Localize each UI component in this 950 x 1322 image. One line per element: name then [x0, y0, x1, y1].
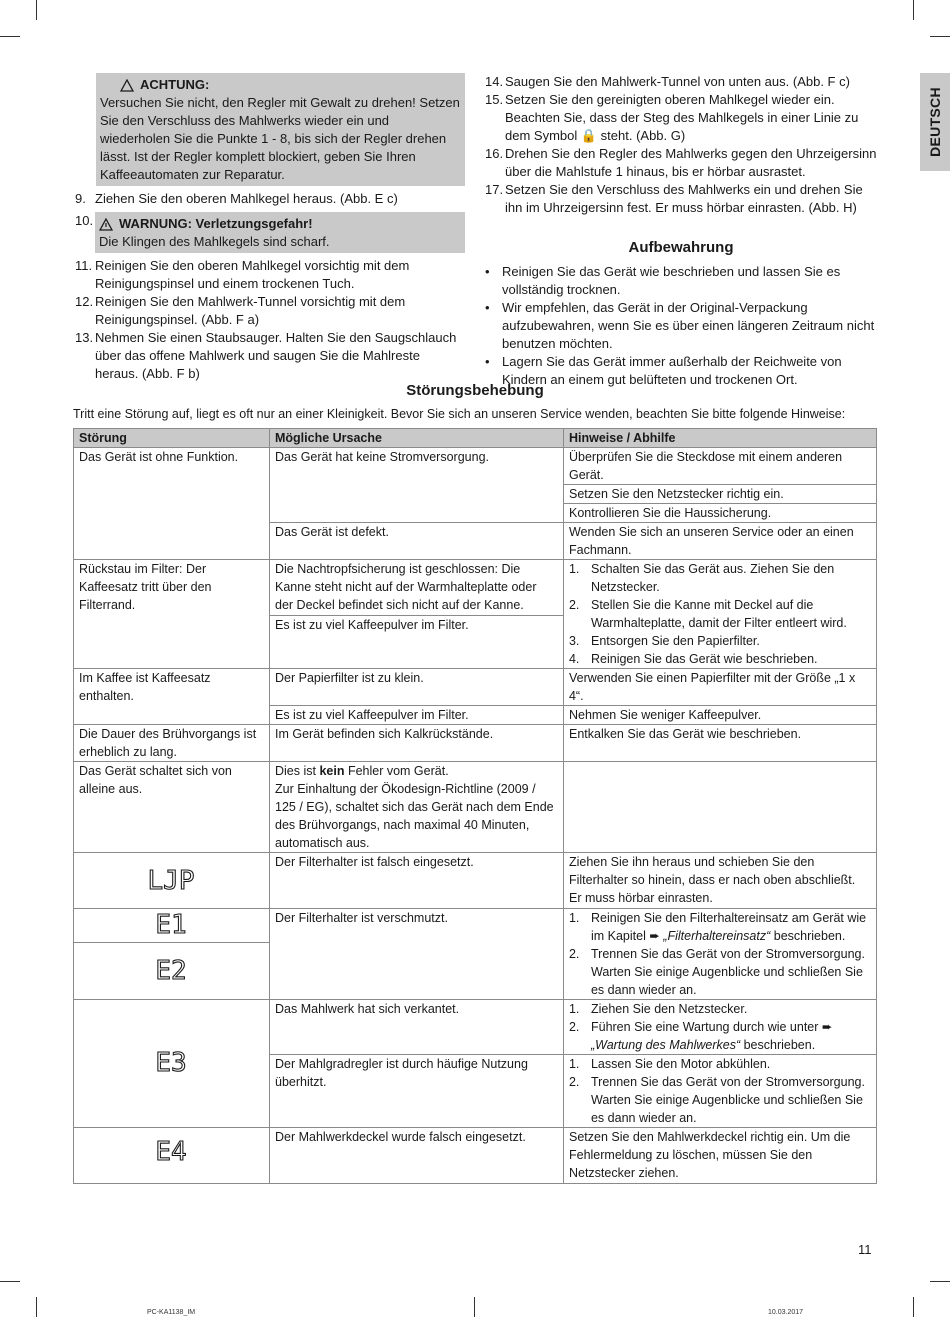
caution-box — [96, 73, 465, 186]
cause-cell: Das Gerät hat keine Stromversorgung. — [270, 448, 564, 523]
table-row — [74, 1000, 877, 1055]
fix-cell: Setzen Sie den Netzstecker richtig ein. — [563, 485, 876, 504]
fix-cell — [563, 909, 876, 1000]
display-code-text: E1 — [155, 910, 187, 937]
step-number: 12. — [75, 294, 94, 309]
list-text: Ziehen Sie den Netzstecker. — [590, 1002, 748, 1016]
step-text: Drehen Sie den Regler des Mahlwerks gegen den Uhrzeigersinn über die Mahlstufe 1 hinaus, bis er hörbar ausrastet. — [505, 146, 877, 179]
footer-right: 10.03.2017 — [768, 1309, 804, 1316]
display-code-text: E2 — [155, 956, 187, 987]
fix-cell — [563, 560, 876, 669]
fix-cell: Nehmen Sie weniger Kaffeepulver. — [563, 706, 876, 725]
step-text: Reinigen Sie den oberen Mahlkegel vorsichtig mit dem Reinigungspinsel und einem trockenen Tuch. — [95, 258, 410, 291]
language-tab — [920, 73, 950, 171]
display-code-cell — [74, 943, 270, 1000]
crop-mark — [930, 1281, 950, 1282]
fix-cell — [563, 1000, 876, 1055]
cause-cell: Das Mahlwerk hat sich verkantet. — [270, 1000, 564, 1055]
list-text — [591, 1018, 871, 1054]
fix-cell: Wenden Sie sich an unseren Service oder an einen Fachmann. — [563, 523, 876, 560]
column-header: Hinweise / Abhilfe — [563, 429, 876, 448]
table-row — [74, 762, 877, 853]
troubleshooting-title: Störungsbehebung — [406, 382, 544, 399]
language-tab-label: DEUTSCH — [927, 87, 943, 157]
step-number: 17. — [485, 182, 504, 197]
warning-triangle-icon — [99, 218, 113, 231]
cause-cell: Der Mahlwerkdeckel wurde falsch eingesetzt. — [270, 1128, 564, 1184]
troubleshooting-table — [73, 428, 877, 1184]
display-code-cell — [74, 1128, 270, 1184]
cause-cell: Das Gerät ist defekt. — [270, 523, 564, 560]
fault-cell: Die Dauer des Brühvorgangs ist erheblich zu lang. — [74, 725, 270, 762]
step-number: 15. — [485, 92, 504, 107]
fix-cell: Entkalken Sie das Gerät wie beschrieben. — [563, 725, 876, 762]
list-number: 1. — [568, 911, 580, 925]
step-12 — [75, 293, 465, 329]
step-number: 9. — [75, 191, 86, 206]
table-row — [74, 1128, 877, 1184]
crop-mark — [913, 1297, 914, 1317]
caution-header — [96, 76, 461, 94]
warning-header — [99, 215, 461, 233]
fix-cell — [563, 762, 876, 853]
storage-bullet: • Lagern Sie das Gerät immer außerhalb der Reichweite von Kindern an einem gut belüfteten und trockenen Ort. — [485, 353, 877, 389]
step-9 — [75, 190, 465, 208]
crop-mark — [0, 1281, 20, 1282]
cause-bold-text: kein — [319, 764, 345, 778]
fault-cell: Das Gerät schaltet sich von alleine aus. — [74, 762, 270, 853]
storage-bullet: • Reinigen Sie das Gerät wie beschrieben und lassen Sie es vollständig trocknen. — [485, 263, 877, 299]
fix-cell — [563, 1055, 876, 1128]
fix-cell: Überprüfen Sie die Steckdose mit einem anderen Gerät. — [563, 448, 876, 485]
fix-cell: Kontrollieren Sie die Haussicherung. — [563, 504, 876, 523]
step-11 — [75, 257, 465, 293]
display-code-e4 — [79, 1128, 264, 1178]
caution-text: Versuchen Sie nicht, den Regler mit Gewalt zu drehen! Setzen Sie den Verschluss des Mahlwerks wieder ein und wiederholen Sie die Punkte 1 - 8, bis sich der Regler drehen lässt. Ist der Regler komplett blockiert, geben Sie Ihren Kaffeeautomaten zur Reparatur. — [100, 95, 460, 182]
step-text: Nehmen Sie einen Staubsauger. Halten Sie den Saugschlauch über das offene Mahlwerk und saugen Sie die Mahlreste heraus. (Abb. F b) — [95, 330, 457, 381]
storage-bullet: • Wir empfehlen, das Gerät in der Original-Verpackung aufzubewahren, wenn Sie es über einen längeren Zeitraum nicht benutzen möchten. — [485, 299, 877, 353]
warning-triangle-icon — [120, 79, 134, 92]
list-text — [591, 909, 871, 945]
table-row — [74, 560, 877, 616]
table-header-row — [74, 429, 877, 448]
list-number: 2. — [568, 947, 580, 961]
list-number: 4. — [568, 652, 580, 666]
display-code-e3 — [79, 1041, 264, 1081]
fault-cell: Im Kaffee ist Kaffeesatz enthalten. — [74, 669, 270, 725]
cause-cell — [270, 762, 564, 853]
step-text: Setzen Sie den gereinigten oberen Mahlkegel wieder ein. Beachten Sie, dass der Steg des Mahlkegels in einer Linie zu dem Symbol 🔒 steht. (Abb. G) — [505, 92, 859, 143]
warning-text: Die Klingen des Mahlkegels sind scharf. — [99, 234, 330, 249]
list-text: Trennen Sie das Gerät von der Stromversorgung. Warten Sie einige Augenblicke und schließen Sie es dann wieder an. — [590, 1075, 865, 1125]
crop-mark — [913, 0, 914, 20]
storage-title: Aufbewahrung — [628, 239, 734, 256]
list-text: Trennen Sie das Gerät von der Stromversorgung. Warten Sie einige Augenblicke und schließen Sie es dann wieder an. — [590, 947, 865, 997]
column-header: Störung — [74, 429, 270, 448]
step-number: 13. — [75, 330, 94, 345]
list-text: Reinigen Sie das Gerät wie beschrieben. — [590, 652, 818, 666]
bullet-text: Lagern Sie das Gerät immer außerhalb der Reichweite von Kindern an einem gut belüfteten und trockenen Ort. — [502, 354, 842, 387]
step-text: Saugen Sie den Mahlwerk-Tunnel von unten aus. (Abb. F c) — [505, 74, 850, 89]
list-text: Schalten Sie das Gerät aus. Ziehen Sie den Netzstecker. — [590, 562, 835, 594]
fault-cell: Rückstau im Filter: Der Kaffeesatz tritt über den Filterrand. — [74, 560, 270, 669]
step-14 — [485, 73, 877, 91]
list-text-part: beschrieben. — [740, 1038, 816, 1052]
table-row — [74, 669, 877, 706]
cause-text: Dies ist — [275, 764, 320, 778]
crop-mark — [930, 36, 950, 37]
table-row — [74, 909, 877, 943]
list-number: 1. — [568, 562, 580, 576]
list-number: 2. — [568, 1075, 580, 1089]
bullet-text: Wir empfehlen, das Gerät in der Original-Verpackung aufzubewahren, wenn Sie es über einen längeren Zeitraum nicht benutzen möchten. — [502, 300, 875, 351]
footer-left: PC-KA1138_IM — [147, 1309, 196, 1316]
table-row — [74, 853, 877, 909]
list-number: 1. — [568, 1057, 580, 1071]
cause-cell: Der Papierfilter ist zu klein. — [270, 669, 564, 706]
bullet-text: Reinigen Sie das Gerät wie beschrieben und lassen Sie es vollständig trocknen. — [502, 264, 841, 297]
warning-title: WARNUNG: Verletzungsgefahr! — [119, 216, 313, 231]
cause-cell: Die Nachtropfsicherung ist geschlossen: Die Kanne steht nicht auf der Warmhalteplatte oder der Deckel befindet sich nicht auf der Kanne. — [270, 560, 564, 616]
display-code-ljp — [79, 853, 264, 903]
list-number: 1. — [568, 1002, 580, 1016]
table-row — [74, 448, 877, 485]
cause-text: Fehler vom Gerät. — [344, 764, 449, 778]
list-text: Lassen Sie den Motor abkühlen. — [590, 1057, 771, 1071]
step-text: Setzen Sie den Verschluss des Mahlwerks ein und drehen Sie ihn im Uhrzeigersinn fest. Er muss hörbar einrasten. (Abb. H) — [505, 182, 863, 215]
display-code-text: E4 — [155, 1137, 187, 1167]
cause-cell: Der Mahlgradregler ist durch häufige Nutzung überhitzt. — [270, 1055, 564, 1128]
fix-cell: Setzen Sie den Mahlwerkdeckel richtig ein. Um die Fehlermeldung zu löschen, müssen Sie den Netzstecker ziehen. — [563, 1128, 876, 1184]
list-number: 2. — [568, 1020, 580, 1034]
table-row — [74, 725, 877, 762]
display-code-e1 — [79, 909, 264, 937]
fix-cell: Ziehen Sie ihn heraus und schieben Sie den Filterhalter so hinein, dass er nach oben abschließt. Er muss hörbar einrasten. — [563, 853, 876, 909]
page-number: 11 — [858, 1242, 872, 1257]
cause-cell: Im Gerät befinden sich Kalkrückstände. — [270, 725, 564, 762]
step-number: 10. — [75, 213, 94, 228]
crop-mark — [474, 1297, 475, 1317]
crop-mark — [36, 0, 37, 20]
list-text-part: beschrieben. — [770, 929, 846, 943]
display-code-cell — [74, 853, 270, 909]
left-column — [75, 73, 465, 383]
list-text-part: Reinigen Sie den Filterhaltereinsatz am Gerät wie im Kapitel ➨ — [590, 911, 867, 943]
list-text: Entsorgen Sie den Papierfilter. — [590, 634, 760, 648]
display-code-e2 — [79, 943, 264, 993]
caution-title: ACHTUNG: — [140, 77, 210, 92]
step-text: Reinigen Sie den Mahlwerk-Tunnel vorsichtig mit dem Reinigungspinsel. (Abb. F a) — [95, 294, 406, 327]
list-text-italic: „Wartung des Mahlwerkes“ — [590, 1038, 741, 1052]
right-column — [485, 73, 877, 389]
step-number: 14. — [485, 74, 504, 89]
crop-mark — [36, 1297, 37, 1317]
step-17 — [485, 181, 877, 217]
cause-cell: Es ist zu viel Kaffeepulver im Filter. — [270, 706, 564, 725]
list-number: 3. — [568, 634, 580, 648]
fault-cell: Das Gerät ist ohne Funktion. — [74, 448, 270, 560]
display-code-cell — [74, 909, 270, 943]
display-code-cell — [74, 1000, 270, 1128]
list-number: 2. — [568, 598, 580, 612]
step-13 — [75, 329, 465, 383]
step-16 — [485, 145, 877, 181]
step-15 — [485, 91, 877, 145]
troubleshooting-intro: Tritt eine Störung auf, liegt es oft nur an einer Kleinigkeit. Bevor Sie sich an unseren Service wenden, beachten Sie bitte folgende Hinweise: — [73, 407, 846, 421]
cause-text: Zur Einhaltung der Ökodesign-Richtline (2009 / 125 / EG), schaltet sich das Gerät nach dem Ende des Brühvorgangs, nach maximal 40 Minuten, automatisch aus. — [275, 782, 554, 850]
warning-box — [95, 212, 465, 253]
column-header: Mögliche Ursache — [270, 429, 564, 448]
cause-cell: Der Filterhalter ist falsch eingesetzt. — [270, 853, 564, 909]
cause-cell: Es ist zu viel Kaffeepulver im Filter. — [270, 616, 564, 669]
display-code-text: E3 — [155, 1048, 187, 1078]
fix-cell: Verwenden Sie einen Papierfilter mit der Größe „1 x 4“. — [563, 669, 876, 706]
display-code-text: LJP — [147, 866, 195, 896]
step-number: 16. — [485, 146, 504, 161]
step-10 — [75, 212, 465, 253]
step-text: Ziehen Sie den oberen Mahlkegel heraus. (Abb. E c) — [95, 191, 398, 206]
cause-cell: Der Filterhalter ist verschmutzt. — [270, 909, 564, 1000]
crop-mark — [0, 36, 20, 37]
list-text-italic: „Filterhaltereinsatz“ — [663, 929, 771, 943]
list-text: Stellen Sie die Kanne mit Deckel auf die Warmhalteplatte, damit der Filter entleert wird. — [590, 598, 847, 630]
list-text-part: Führen Sie eine Wartung durch wie unter ➨ — [590, 1020, 833, 1034]
step-number: 11. — [75, 258, 93, 273]
